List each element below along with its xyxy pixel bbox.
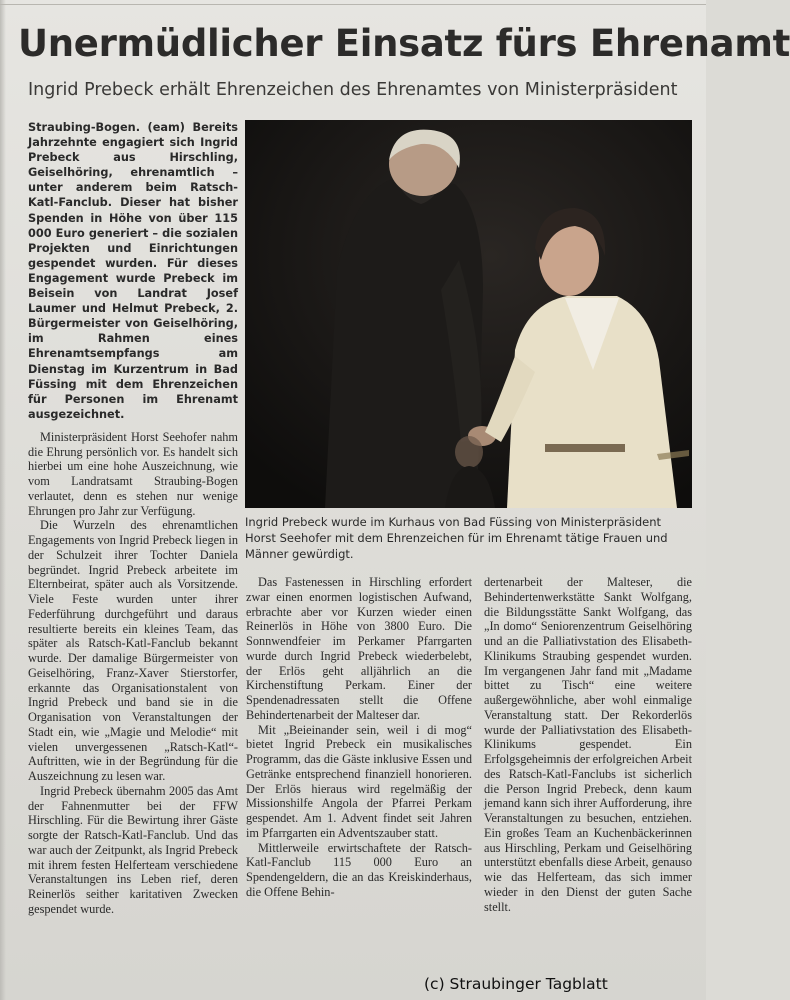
copyright-credit: (c) Straubinger Tagblatt <box>424 975 608 993</box>
article-photo <box>245 120 692 508</box>
lead-spacer <box>28 422 238 430</box>
woman-belt <box>545 444 625 452</box>
text-column-3 <box>484 575 692 914</box>
paragraph: Das Fastenessen in Hirschling erfordert zwar einen enormen logistischen Aufwand, erbrachte aber vor Kurzen wieder einen Reinerlös in Höhe von 3800 Euro. Die Sonnwendfeier im Perkamer Pfarrgarten wurde durch Ingrid Prebeck wiederbelebt, der Erlös geht alljährlich an die Kirchenstiftung Perkam. Einer der Spendenadressaten stellt die Offene Behindertenarbeit der Malteser dar. <box>246 575 472 722</box>
paragraph: Ingrid Prebeck übernahm 2005 das Amt der Fahnenmutter bei der FFW Hirschling. Für die Bewirtung ihrer Gäste sorgte der Ratsch-Katl-Fanclub. Und das war auch der Zeitpunkt, als Ingrid Prebeck mit ihrem festen Helferteam verschiedene Veranstaltungen ins Leben rief, deren Reinerlös seither karitativen Zwecken gespendet wurde. <box>28 783 238 916</box>
article-subheadline: Ingrid Prebeck erhält Ehrenzeichen des Ehrenamtes von Ministerpräsident <box>28 80 678 100</box>
paragraph: Ministerpräsident Horst Seehofer nahm die Ehrung persönlich vor. Es handelt sich hierbei um eine hohe Auszeichnung, wie vom Landratsamt Straubing-Bogen verlautet, denn es stehen nur wenige Ehrungen pro Jahr zur Verfügung. <box>28 429 238 518</box>
text-column-2 <box>246 575 472 900</box>
page-fold-shadow <box>0 0 6 1000</box>
paragraph: dertenarbeit der Malteser, die Behindertenwerkstätte Sankt Wolfgang, die Bildungsstätte Sankt Wolfgang, das „In domo“ Seniorenzentrum Geiselhöring und an die Palliativstation des Elisabeth-Klinikums Straubing gespendet wurden. Im vergangenen Jahr fand mit „Madame bittet zu Tisch“ eine weitere außergewöhnliche, aber wohl einmalige Veranstaltung statt. Der Rekorderlös wurde der Palliativstation des Elisabeth-Klinikums gespendet. Ein Erfolgsgeheimnis der erfolgreichen Arbeit des Ratsch-Katl-Fanclubs ist sicherlich die Person Ingrid Prebeck, denn kaum jemand kann sich ihrer Aufforderung, ihre Veranstaltungen zu besuchen, entziehen. Ein großes Team an Kuchenbäckerinnen aus Hirschling, Perkam und Geiselhöring unterstützt ebenfalls diese Arbeit, genauso wie das Helferteam, das sich immer wieder in den Dienst der guten Sache stellt. <box>484 575 692 914</box>
paragraph: Mittlerweile erwirtschaftete der Ratsch-Katl-Fanclub 115 000 Euro an Spendengeldern, die an das Kreiskinderhaus, die Offene Behin- <box>246 840 472 899</box>
paragraph: Die Wurzeln des ehrenamtlichen Engagements von Ingrid Prebeck liegen in der Schulzeit ihrer Tochter Daniela begründet. Ingrid Prebeck arbeitete im Elternbeirat, später auch als Vorsitzende. Viele Feste wurden unter ihrer Federführung durchgeführt und daraus resultierte bereits ein kleines Team, das später als Ratsch-Katl-Fanclub bekannt wurde. Der damalige Bürgermeister von Geiselhöring, Franz-Xaver Stierstorfer, erkannte das Organisationstalent von Ingrid Prebeck und band sie in die Organisation von Veranstaltungen der Stadt ein, wie „Magie und Melodie“ mit vielen unvergessenen „Ratsch-Katl“-Auftritten, wie in der Begründung für die Auszeichnung zu lesen war. <box>28 518 238 784</box>
top-rule <box>0 4 706 5</box>
photo-caption: Ingrid Prebeck wurde im Kurhaus von Bad Füssing von Ministerpräsident Horst Seehofer mit dem Ehrenzeichen für im Ehrenamt tätige Frauen und Männer gewürdigt. <box>245 515 668 561</box>
ceremony-photo-illustration <box>245 120 692 508</box>
text-column-1 <box>28 120 238 917</box>
article-headline: Unermüdlicher Einsatz fürs Ehrenamt <box>18 22 790 65</box>
background-person-head <box>455 436 483 468</box>
paragraph: Mit „Beieinander sein, weil i di mog“ bietet Ingrid Prebeck ein musikalisches Programm, das die Gäste inklusive Essen und Getränke entsprechend finanziell honorieren. Der Erlös hieraus wird regelmäßig der Missionshilfe Angola der Pfarrei Perkam gespendet. Am 1. Advent findet seit Jahren im Pfarrgarten ein Adventszauber statt. <box>246 722 472 840</box>
article-lead: Straubing-Bogen. (eam) Bereits Jahrzehnte engagiert sich Ingrid Prebeck aus Hirschling, Geiselhöring, ehrenamtlich – unter anderem beim Ratsch-Katl-Fanclub. Dieser hat bisher Spenden in Höhe von über 115 000 Euro generiert – die sozialen Projekten und Einrichtungen gespendet wurden. Für dieses Engagement wurde Prebeck im Beisein von Landrat Josef Laumer und Helmut Prebeck, 2. Bürgermeister von Geiselhöring, im Rahmen eines Ehrenamtsempfangs am Dienstag im Kurzentrum in Bad Füssing mit dem Ehrenzeichen für Personen im Ehrenamt ausgezeichnet. <box>28 121 238 421</box>
